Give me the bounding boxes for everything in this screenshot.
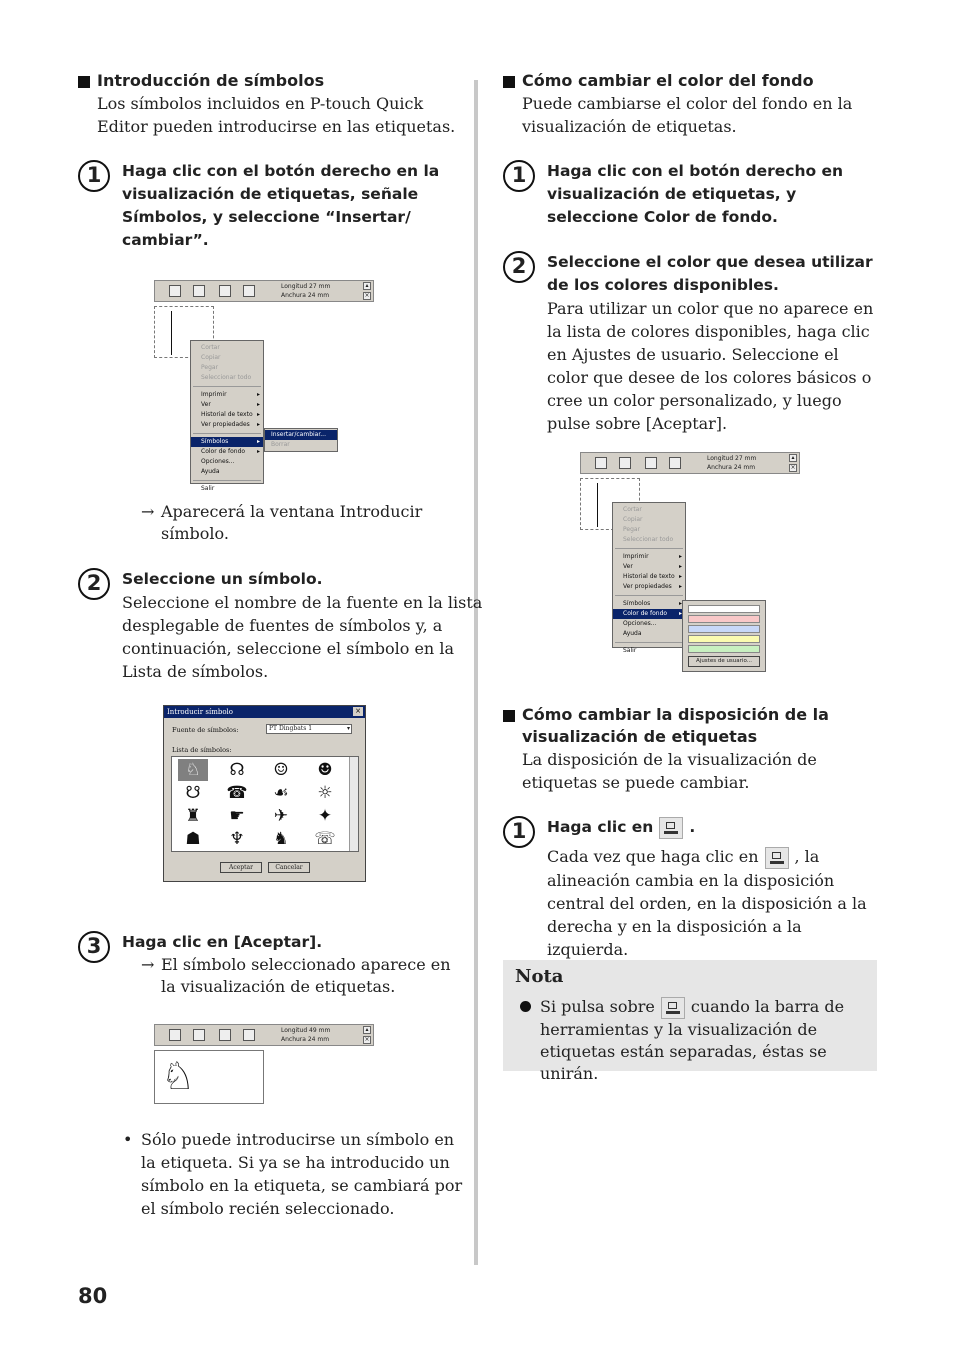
- menu-item-historial[interactable]: Historial de texto ▸: [201, 411, 260, 418]
- text-size-icon: [243, 1029, 255, 1041]
- scroll-up-button[interactable]: ▴: [363, 282, 371, 290]
- menu-item-simbolos[interactable]: Símbolos ▸: [623, 600, 682, 607]
- color-swatch[interactable]: [688, 615, 760, 623]
- menu-item-color-fondo[interactable]: Color de fondo ▸: [201, 448, 260, 455]
- arrow-icon: →: [141, 502, 155, 521]
- step-title: Haga clic en .: [547, 816, 881, 839]
- color-swatch-list: [688, 605, 760, 653]
- step-body: Cada vez que haga clic en , la alineación cambia en la disposición central del orden, en la disposición a la derecha y en la disposición a la izquierda.: [547, 847, 867, 959]
- note-bullet: • Sólo puede introducirse un símbolo en la etiqueta. Si ya se ha introducido un símbolo en la etiqueta, se cambiará por el símbolo recién seleccionado.: [123, 1130, 463, 1218]
- menu-item-ver[interactable]: Ver ▸: [623, 563, 682, 570]
- menu-item-seleccionar-todo[interactable]: Seleccionar todo: [623, 536, 674, 543]
- toolbar: Longitud 27 mm Anchura 24 mm ▴ ×: [580, 452, 800, 474]
- tape-icon: [169, 285, 181, 297]
- step-number: 2: [78, 568, 110, 600]
- symbol-cell[interactable]: ✦: [317, 806, 333, 826]
- close-button[interactable]: ×: [364, 292, 370, 299]
- screenshot-context-menu-symbols: [154, 280, 374, 492]
- left-column: [78, 70, 458, 252]
- context-menu: [190, 340, 264, 492]
- color-submenu: [682, 600, 766, 672]
- step-number: 1: [503, 816, 535, 848]
- step-title: Haga clic con el botón derecho en la visualización de etiquetas, señale Símbolos, y seleccione “Insertar/ cambiar”.: [122, 162, 440, 249]
- symbol-cell[interactable]: ☛: [229, 806, 245, 826]
- menu-item-pegar[interactable]: Pegar: [623, 526, 641, 533]
- menu-separator: [193, 386, 261, 387]
- right-column: [503, 70, 881, 435]
- dialog-title: Introducir símbolo ×: [164, 706, 365, 718]
- menu-item-copiar[interactable]: Copiar: [623, 516, 643, 523]
- menu-separator: [193, 480, 261, 481]
- font-icon: [619, 457, 631, 469]
- menu-item-ayuda[interactable]: Ayuda: [201, 468, 220, 475]
- menu-item-color-fondo[interactable]: Color de fondo ▸: [613, 609, 685, 619]
- symbol-cell[interactable]: ☏: [314, 829, 336, 849]
- menu-item-insertar-cambiar[interactable]: Insertar/cambiar...: [265, 430, 337, 440]
- step-title: Haga clic en [Aceptar].: [122, 933, 323, 951]
- menu-item-borrar[interactable]: Borrar: [271, 441, 290, 448]
- step-body: Para utilizar un color que no aparece en la lista de colores disponibles, haga clic en Ajustes de usuario. Seleccione el color que desee de los colores básicos o cree un color personalizado, y luego pulse sobre [Aceptar].: [547, 299, 874, 433]
- ajustes-usuario-button[interactable]: Ajustes de usuario...: [688, 656, 760, 667]
- step-number: 1: [78, 160, 110, 192]
- close-button[interactable]: ×: [364, 1036, 370, 1043]
- page-number: 80: [78, 1284, 108, 1308]
- symbol-cell[interactable]: ☺: [273, 760, 289, 780]
- section-layout: [503, 704, 881, 961]
- toolbar: Longitud 49 mm Anchura 24 mm ▴ ×: [154, 1024, 374, 1046]
- tape-icon: [595, 457, 607, 469]
- symbol-cell[interactable]: ♆: [229, 829, 245, 849]
- section-heading-layout: Cómo cambiar la disposición de la visualización de etiquetas: [503, 704, 881, 748]
- step-layout-1: [503, 816, 881, 961]
- tape-icon: [169, 1029, 181, 1041]
- symbol-cell[interactable]: ☼: [317, 783, 333, 803]
- close-icon[interactable]: ×: [353, 707, 363, 716]
- step-title: Seleccione un símbolo.: [122, 570, 323, 588]
- menu-item-ayuda[interactable]: Ayuda: [623, 630, 642, 637]
- screenshot-context-menu-color: [580, 452, 800, 674]
- symbol-cell[interactable]: ☗: [185, 829, 201, 849]
- bullet-icon: •: [123, 1130, 133, 1149]
- step-3: [78, 931, 492, 958]
- horse-symbol: ♘: [161, 1054, 196, 1098]
- menu-item-ver[interactable]: Ver ▸: [201, 401, 260, 408]
- symbol-list-scrollbar[interactable]: [349, 757, 358, 851]
- context-menu: [612, 502, 686, 654]
- color-swatch[interactable]: [688, 645, 760, 653]
- section-heading-symbols: Introducción de símbolos: [78, 70, 458, 92]
- menu-item-copiar[interactable]: Copiar: [201, 354, 221, 361]
- menu-item-simbolos[interactable]: Símbolos ▸: [191, 437, 263, 447]
- symbol-cell[interactable]: ✈: [273, 806, 289, 826]
- menu-item-salir[interactable]: Salir: [201, 485, 215, 492]
- note-body: Si pulsa sobre cuando la barra de herramientas y la visualización de etiquetas están separadas, éstas se unirán.: [540, 997, 845, 1083]
- square-bullet-icon: [503, 76, 515, 88]
- align-icon: [219, 285, 231, 297]
- menu-item-salir[interactable]: Salir: [623, 647, 637, 654]
- menu-item-ver-propiedades[interactable]: Ver propiedades ▸: [623, 583, 682, 590]
- font-icon: [193, 285, 205, 297]
- scroll-up-button[interactable]: ▴: [789, 454, 797, 462]
- menu-separator: [615, 642, 683, 643]
- align-icon: [645, 457, 657, 469]
- layout-toggle-icon[interactable]: [661, 997, 685, 1019]
- step-2: [78, 568, 492, 683]
- font-icon: [193, 1029, 205, 1041]
- font-select[interactable]: PT Dingbats 1 ▾: [266, 724, 352, 734]
- symbols-submenu: [264, 428, 338, 452]
- symbol-cell[interactable]: ☋: [185, 783, 201, 803]
- menu-separator: [615, 595, 683, 596]
- layout-toggle-icon[interactable]: [765, 847, 789, 869]
- section-body: La disposición de la visualización de etiquetas se puede cambiar.: [522, 750, 817, 792]
- color-swatch[interactable]: [688, 625, 760, 633]
- menu-item-opciones[interactable]: Opciones...: [623, 620, 657, 627]
- symbol-cell[interactable]: ♘: [178, 759, 208, 781]
- scroll-up-button[interactable]: ▴: [363, 1026, 371, 1034]
- menu-item-ver-propiedades[interactable]: Ver propiedades ▸: [201, 421, 260, 428]
- section-body: Puede cambiarse el color del fondo en la visualización de etiquetas.: [522, 94, 853, 136]
- step-1: [503, 160, 881, 229]
- step-body: Seleccione el nombre de la fuente en la lista desplegable de fuentes de símbolos y, a continuación, seleccione el símbolo en la Lista de símbolos.: [122, 593, 483, 681]
- menu-item-historial[interactable]: Historial de texto ▸: [623, 573, 682, 580]
- step3-result: → El símbolo seleccionado aparece en la visualización de etiquetas.: [141, 955, 451, 996]
- symbol-cell[interactable]: ☊: [229, 760, 245, 780]
- menu-separator: [193, 433, 261, 434]
- cancelar-button[interactable]: Cancelar: [268, 862, 310, 873]
- align-icon: [219, 1029, 231, 1041]
- section-body: Los símbolos incluidos en P-touch Quick Editor pueden introducirse en las etiquetas.: [97, 94, 456, 136]
- text-size-icon: [243, 285, 255, 297]
- text-size-icon: [669, 457, 681, 469]
- square-bullet-icon: [78, 76, 90, 88]
- menu-item-cortar[interactable]: Cortar: [201, 344, 220, 351]
- symbol-cell[interactable]: ☎: [226, 783, 248, 803]
- step-title: Haga clic con el botón derecho en visualización de etiquetas, y seleccione Color de fondo.: [547, 162, 844, 226]
- symbol-list[interactable]: [171, 756, 359, 852]
- symbol-cell[interactable]: ♜: [185, 806, 201, 826]
- symbol-cell[interactable]: ☙: [273, 783, 289, 803]
- layout-toggle-icon[interactable]: [659, 817, 683, 839]
- symbol-list-label: Lista de símbolos:: [172, 746, 232, 754]
- menu-item-cortar[interactable]: Cortar: [623, 506, 642, 513]
- step-2: [503, 251, 881, 435]
- menu-separator: [615, 548, 683, 549]
- font-label: Fuente de símbolos:: [172, 726, 239, 734]
- step1-result: → Aparecerá la ventana Introducir símbolo.: [141, 502, 423, 543]
- arrow-icon: →: [141, 955, 155, 974]
- menu-item-pegar[interactable]: Pegar: [201, 364, 219, 371]
- label-view[interactable]: [154, 1050, 264, 1104]
- square-bullet-icon: [503, 710, 515, 722]
- step-number: 3: [78, 931, 110, 963]
- note-title: Nota: [515, 966, 564, 987]
- menu-item-imprimir[interactable]: Imprimir ▸: [201, 391, 260, 398]
- color-swatch[interactable]: [688, 605, 760, 613]
- screenshot-label-with-symbol: [154, 1024, 374, 1104]
- dialog-introducir-simbolo: [163, 705, 366, 882]
- note-box: [503, 960, 877, 1083]
- step-number: 1: [503, 160, 535, 192]
- section-heading-background-color: Cómo cambiar el color del fondo: [503, 70, 881, 92]
- menu-item-imprimir[interactable]: Imprimir ▸: [623, 553, 682, 560]
- color-swatch[interactable]: [688, 635, 760, 643]
- toolbar: Longitud 27 mm Anchura 24 mm ▴ ×: [154, 280, 374, 302]
- bullet-icon: [520, 1001, 531, 1012]
- aceptar-button[interactable]: Aceptar: [220, 862, 262, 873]
- step-number: 2: [503, 251, 535, 283]
- step-1: [78, 160, 458, 252]
- symbol-cell[interactable]: ☻: [317, 760, 333, 780]
- symbol-cell[interactable]: ♞: [273, 829, 289, 849]
- menu-item-opciones[interactable]: Opciones...: [201, 458, 235, 465]
- step-title: Seleccione el color que desea utilizar de los colores disponibles.: [547, 253, 873, 294]
- close-button[interactable]: ×: [790, 464, 796, 471]
- menu-item-seleccionar-todo[interactable]: Seleccionar todo: [201, 374, 252, 381]
